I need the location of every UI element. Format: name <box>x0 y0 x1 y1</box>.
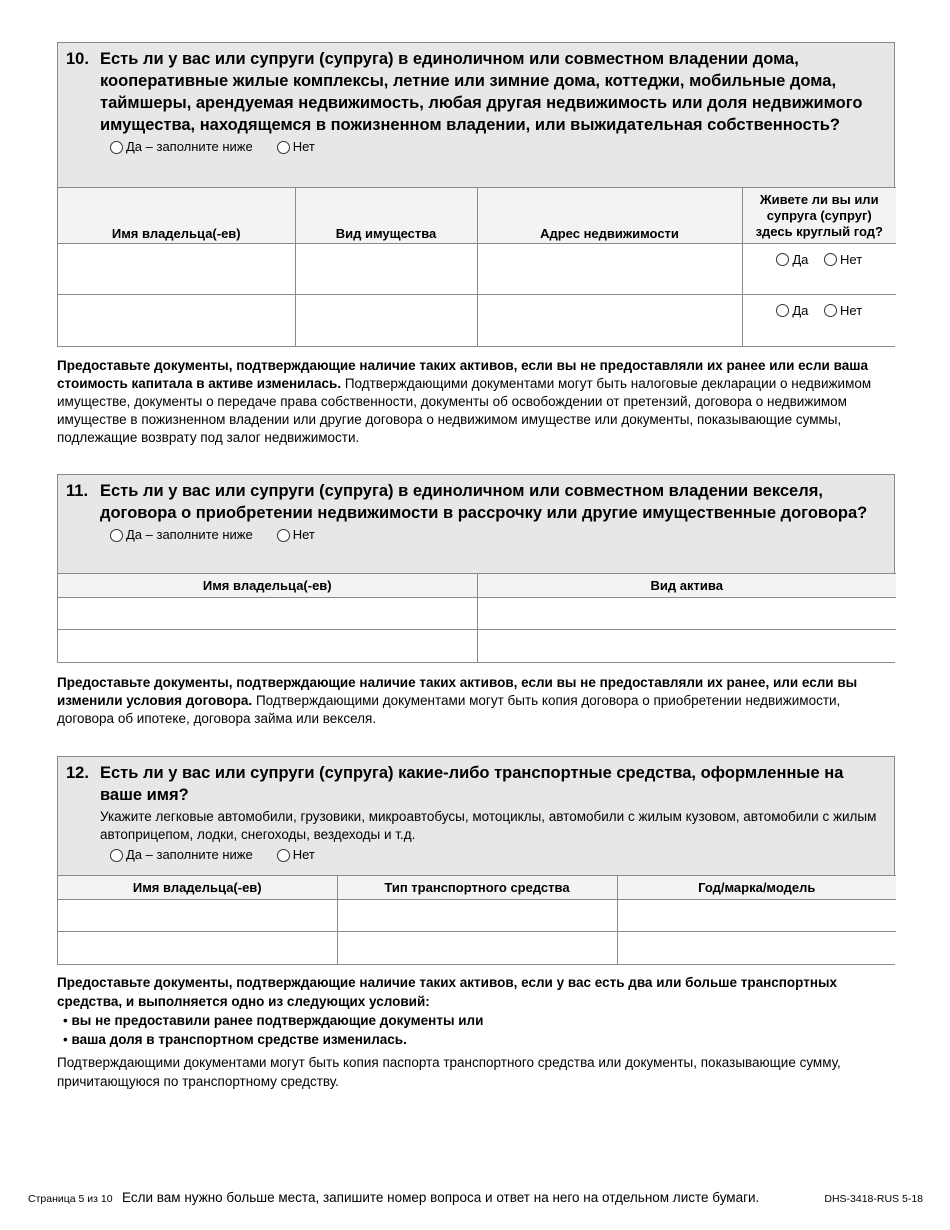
column-header: Год/марка/модель <box>617 876 896 900</box>
option-label: Нет <box>292 527 315 542</box>
column-header: Имя владельца(-ев) <box>58 876 337 900</box>
year-make-model-cell[interactable] <box>617 900 896 932</box>
year-round-cell <box>742 244 896 295</box>
owner-name-cell[interactable] <box>58 295 295 346</box>
option-label: Нет <box>292 139 315 154</box>
list-item <box>63 1030 895 1049</box>
question-10-options <box>110 138 886 156</box>
radio-icon[interactable] <box>110 849 123 862</box>
table-row <box>58 900 896 932</box>
q10-table <box>58 187 896 346</box>
option-label: Да <box>792 252 809 267</box>
table-row <box>58 598 896 630</box>
q11-note <box>57 674 895 728</box>
q12-yes-option[interactable] <box>110 846 253 864</box>
page-footer <box>28 1190 923 1208</box>
question-number: 12. <box>66 764 89 782</box>
question-number: 11. <box>66 482 89 500</box>
question-10-title <box>66 48 886 136</box>
q11-yes-option[interactable] <box>110 526 253 544</box>
option-label: Нет <box>840 303 863 318</box>
option-label: Нет <box>292 847 315 862</box>
question-12-hint: Укажите легковые автомобили, грузовики, микроавтобусы, мотоциклы, автомобили с жилым кузовом, автомобили с жилым автоприцепом, лодки, снегоходы, вездеходы и т.д. <box>100 809 877 842</box>
q10-note <box>57 357 895 447</box>
owner-name-cell[interactable] <box>58 244 295 295</box>
list-item <box>63 1011 895 1030</box>
row-yes-option[interactable] <box>776 303 808 318</box>
question-text: Есть ли у вас или супруги (супруга) в единоличном или совместном владении векселя, договора о приобретении недвижимости в рассрочку или другие имущественные договора? <box>100 482 868 522</box>
option-label: Да <box>792 303 809 318</box>
q12-table <box>58 875 896 964</box>
note-text: Подтверждающими документами могут быть копия договора о приобретении недвижимости, договора об ипотеке, договора займа или векселя. <box>57 693 841 726</box>
option-label: Да – заполните ниже <box>126 527 253 542</box>
note-text: Подтверждающими документами могут быть копия паспорта транспортного средства или документы, показывающие сумму, причитающуюся по транспортному средству. <box>57 1055 841 1089</box>
owner-name-cell[interactable] <box>58 932 337 964</box>
vehicle-type-cell[interactable] <box>337 900 617 932</box>
question-11-title <box>66 480 886 524</box>
column-header: Тип транспортного средства <box>337 876 617 900</box>
q10-yes-option[interactable] <box>110 138 253 156</box>
question-12-title <box>66 762 886 806</box>
property-address-cell[interactable] <box>477 295 742 346</box>
q12-no-option[interactable] <box>277 846 315 864</box>
question-text: Есть ли у вас или супруги (супруга) в единоличном или совместном владении дома, кооперативные жилые комплексы, летние или зимние дома, коттеджи, мобильные дома, таймшеры, арендуемая недвижимость, любая другая недвижимость или доля недвижимого имущества, находящемся в пожизненном владении, или выжидательная собственность? <box>100 50 863 134</box>
property-type-cell[interactable] <box>295 295 477 346</box>
note-bold: Предоставьте документы, подтверждающие наличие таких активов, если вы не предоставляли их ранее или если ваша стоимость капитала в активе изменилась. <box>57 358 868 391</box>
question-12-section <box>57 756 895 965</box>
column-header: Адрес недвижимости <box>477 188 742 244</box>
page-number: Страница 5 из 10 <box>28 1193 113 1205</box>
option-label: Да – заполните ниже <box>126 847 253 862</box>
owner-name-cell[interactable] <box>58 900 337 932</box>
vehicle-type-cell[interactable] <box>337 932 617 964</box>
option-label: Нет <box>840 252 863 267</box>
bullet-text: вы не предоставили ранее подтверждающие документы или <box>71 1013 484 1028</box>
question-11-header <box>58 475 894 573</box>
owner-name-cell[interactable] <box>58 598 477 630</box>
radio-icon[interactable] <box>776 304 789 317</box>
question-10-header <box>58 43 894 187</box>
year-make-model-cell[interactable] <box>617 932 896 964</box>
question-number: 10. <box>66 50 89 68</box>
column-header: Живете ли вы или супруга (супруг) здесь круглый год? <box>742 188 896 244</box>
column-header: Имя владельца(-ев) <box>58 574 477 598</box>
radio-icon[interactable] <box>110 141 123 154</box>
question-11-options <box>110 526 886 544</box>
radio-icon[interactable] <box>824 253 837 266</box>
footer-message: Если вам нужно больше места, запишите номер вопроса и ответ на него на отдельном листе бумаги. <box>122 1190 760 1205</box>
row-no-option[interactable] <box>824 303 862 318</box>
radio-icon[interactable] <box>277 141 290 154</box>
question-11-section <box>57 474 895 663</box>
radio-icon[interactable] <box>824 304 837 317</box>
property-address-cell[interactable] <box>477 244 742 295</box>
q12-note <box>57 973 895 1091</box>
q10-no-option[interactable] <box>277 138 315 156</box>
note-text: Подтверждающими документами могут быть налоговые декларации о недвижимом имуществе, документы о передаче права собственности, документы об освобождении от претензий, договора о недвижимом имуществе в пожизненном владении или другие договора о недвижимом имуществе или документы, показывающие суммы, подлежащие возврату под залог недвижимости. <box>57 376 872 445</box>
form-code: DHS-3418-RUS 5-18 <box>824 1193 923 1205</box>
question-12-header <box>58 757 894 875</box>
q11-table <box>58 573 896 662</box>
row-yes-option[interactable] <box>776 252 808 267</box>
column-header: Вид актива <box>477 574 896 598</box>
question-10-section <box>57 42 895 347</box>
table-row <box>58 630 896 662</box>
column-header: Имя владельца(-ев) <box>58 188 295 244</box>
property-type-cell[interactable] <box>295 244 477 295</box>
row-no-option[interactable] <box>824 252 862 267</box>
owner-name-cell[interactable] <box>58 630 477 662</box>
conditions-list <box>63 1011 895 1049</box>
question-12-options <box>110 846 886 864</box>
column-header: Вид имущества <box>295 188 477 244</box>
radio-icon[interactable] <box>277 849 290 862</box>
question-text: Есть ли у вас или супруги (супруга) какие-либо транспортные средства, оформленные на ваше имя? <box>100 764 844 804</box>
asset-type-cell[interactable] <box>477 598 896 630</box>
table-row <box>58 295 896 346</box>
table-row <box>58 932 896 964</box>
radio-icon[interactable] <box>110 529 123 542</box>
note-bold: Предоставьте документы, подтверждающие наличие таких активов, если у вас есть два или больше транспортных средства, и выполняется одно из следующих условий: <box>57 975 838 1009</box>
year-round-cell <box>742 295 896 346</box>
bullet-text: ваша доля в транспортном средстве изменилась. <box>71 1032 407 1047</box>
radio-icon[interactable] <box>776 253 789 266</box>
q11-no-option[interactable] <box>277 526 315 544</box>
asset-type-cell[interactable] <box>477 630 896 662</box>
table-row <box>58 244 896 295</box>
note-bold: Предоставьте документы, подтверждающие наличие таких активов, если вы не предоставляли их ранее, или если вы изменили условия договора. <box>57 675 858 708</box>
option-label: Да – заполните ниже <box>126 139 253 154</box>
radio-icon[interactable] <box>277 529 290 542</box>
